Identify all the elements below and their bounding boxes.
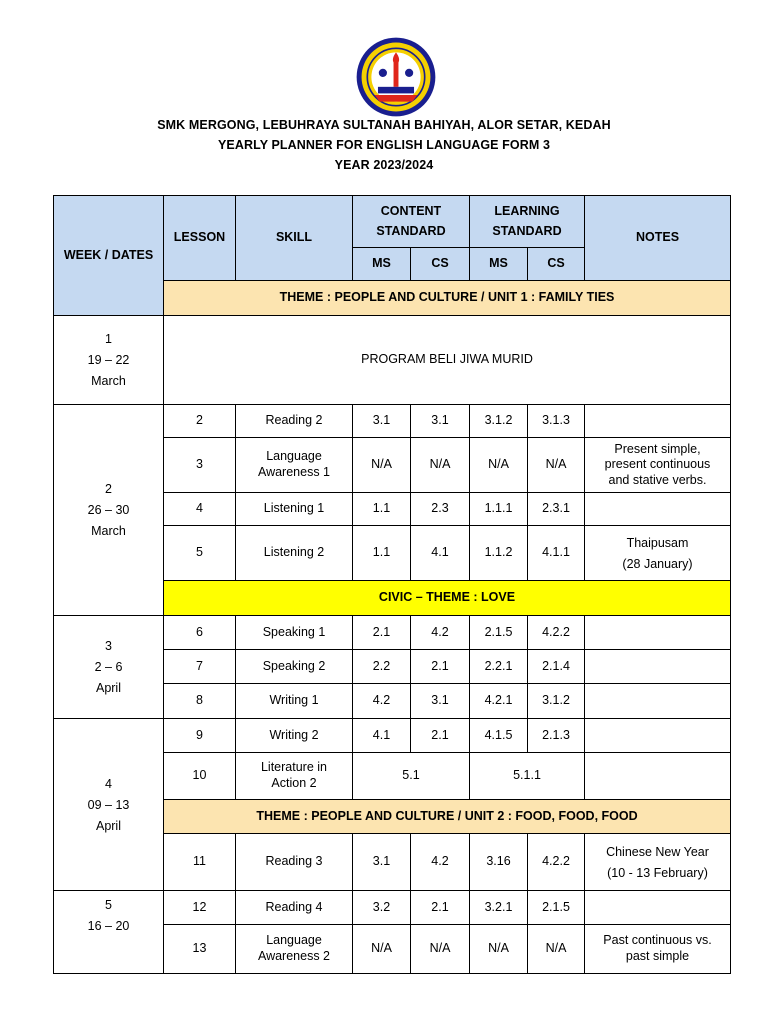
year-heading: YEAR 2023/2024 [334, 158, 434, 172]
lesson-number: 10 [164, 753, 236, 800]
learning-ms-cell: N/A [470, 438, 528, 493]
content-ms-cell: 2.1 [353, 616, 411, 650]
learning-ms-cell: 4.2.1 [470, 684, 528, 719]
content-ms-cell: N/A [353, 438, 411, 493]
lesson-number: 13 [164, 925, 236, 974]
notes-cell: Chinese New Year (10 - 13 February) [585, 834, 731, 891]
lesson-number: 4 [164, 493, 236, 526]
content-ms-cell: 4.2 [353, 684, 411, 719]
planner-title-heading: YEARLY PLANNER FOR ENGLISH LANGUAGE FORM 3 [217, 138, 550, 152]
skill-cell: Reading 3 [236, 834, 353, 891]
skill-cell: Literature in Action 2 [236, 753, 353, 800]
week2-cell: 2 26 – 30 March [54, 405, 164, 616]
learning-ms-cell: 3.2.1 [470, 891, 528, 925]
skill-cell: Reading 2 [236, 405, 353, 438]
learning-cs-cell: 2.1.3 [528, 719, 585, 753]
notes-cell [585, 719, 731, 753]
skill-cell: Listening 2 [236, 526, 353, 581]
notes-cell [585, 891, 731, 925]
content-ms-cell: 3.1 [353, 405, 411, 438]
learning-ms-cell: 4.1.5 [470, 719, 528, 753]
learning-cs-cell: 4.2.2 [528, 834, 585, 891]
table-header-row [54, 196, 731, 248]
learning-ms-cell: 1.1.2 [470, 526, 528, 581]
table-row [54, 316, 731, 405]
lesson-number: 7 [164, 650, 236, 684]
notes-cell [585, 493, 731, 526]
content-cs-cell: 3.1 [411, 684, 470, 719]
learning-cs-cell: 4.2.2 [528, 616, 585, 650]
skill-cell: Writing 1 [236, 684, 353, 719]
content-cs-cell: 4.1 [411, 526, 470, 581]
table-row [54, 616, 731, 650]
content-ms-cell: 3.1 [353, 834, 411, 891]
lesson-number: 8 [164, 684, 236, 719]
content-ms-cell: 4.1 [353, 719, 411, 753]
skill-cell: Writing 2 [236, 719, 353, 753]
school-name-heading: SMK MERGONG, LEBUHRAYA SULTANAH BAHIYAH, ALOR SETAR, KEDAH [157, 118, 611, 132]
notes-cell: Past continuous vs. past simple [585, 925, 731, 974]
content-cs-cell: N/A [411, 925, 470, 974]
civic-theme-banner: CIVIC – THEME : LOVE [164, 581, 731, 616]
content-cs-cell: N/A [411, 438, 470, 493]
notes-cell [585, 405, 731, 438]
header-content-cs: CS [411, 248, 470, 281]
content-cs-cell: 2.1 [411, 891, 470, 925]
learning-cs-cell: 4.1.1 [528, 526, 585, 581]
week1-cell: 1 19 – 22 March [54, 316, 164, 405]
skill-cell: Listening 1 [236, 493, 353, 526]
content-ms-cell: N/A [353, 925, 411, 974]
content-standard-merged-cell: 5.1 [353, 753, 470, 800]
notes-cell [585, 616, 731, 650]
notes-cell [585, 650, 731, 684]
content-ms-cell: 3.2 [353, 891, 411, 925]
learning-ms-cell: 2.1.5 [470, 616, 528, 650]
program-cell: PROGRAM BELI JIWA MURID [164, 316, 731, 405]
notes-cell [585, 684, 731, 719]
school-crest-icon [355, 36, 437, 118]
lesson-number: 5 [164, 526, 236, 581]
content-cs-cell: 3.1 [411, 405, 470, 438]
learning-standard-merged-cell: 5.1.1 [470, 753, 585, 800]
learning-cs-cell: 3.1.2 [528, 684, 585, 719]
notes-cell [585, 753, 731, 800]
skill-cell: Speaking 1 [236, 616, 353, 650]
lesson-number: 6 [164, 616, 236, 650]
header-notes: NOTES [585, 196, 731, 281]
notes-cell: Present simple, present continuous and stative verbs. [585, 438, 731, 493]
learning-cs-cell: 2.3.1 [528, 493, 585, 526]
header-learning-standard: LEARNING STANDARD [470, 196, 585, 248]
table-row [54, 719, 731, 753]
lesson-number: 3 [164, 438, 236, 493]
skill-cell: Reading 4 [236, 891, 353, 925]
table-row [54, 891, 731, 925]
theme-unit2-banner: THEME : PEOPLE AND CULTURE / UNIT 2 : FOOD, FOOD, FOOD [164, 800, 731, 834]
lesson-number: 11 [164, 834, 236, 891]
content-cs-cell: 4.2 [411, 616, 470, 650]
learning-cs-cell: 2.1.5 [528, 891, 585, 925]
theme-unit1-banner: THEME : PEOPLE AND CULTURE / UNIT 1 : FAMILY TIES [164, 281, 731, 316]
yearly-planner-table [53, 195, 731, 974]
lesson-number: 2 [164, 405, 236, 438]
content-ms-cell: 1.1 [353, 493, 411, 526]
lesson-number: 12 [164, 891, 236, 925]
table-row [54, 405, 731, 438]
skill-cell: Language Awareness 1 [236, 438, 353, 493]
learning-ms-cell: 1.1.1 [470, 493, 528, 526]
learning-cs-cell: 3.1.3 [528, 405, 585, 438]
header-week-dates: WEEK / DATES [54, 196, 164, 316]
header-learning-cs: CS [528, 248, 585, 281]
week3-cell: 3 2 – 6 April [54, 616, 164, 719]
header-lesson: LESSON [164, 196, 236, 281]
learning-ms-cell: N/A [470, 925, 528, 974]
learning-ms-cell: 3.16 [470, 834, 528, 891]
content-cs-cell: 4.2 [411, 834, 470, 891]
learning-ms-cell: 2.2.1 [470, 650, 528, 684]
skill-cell: Speaking 2 [236, 650, 353, 684]
header-skill: SKILL [236, 196, 353, 281]
content-cs-cell: 2.1 [411, 650, 470, 684]
header-content-ms: MS [353, 248, 411, 281]
week5-cell: 5 16 – 20 [54, 891, 164, 974]
lesson-number: 9 [164, 719, 236, 753]
skill-cell: Language Awareness 2 [236, 925, 353, 974]
week4-cell: 4 09 – 13 April [54, 719, 164, 891]
learning-ms-cell: 3.1.2 [470, 405, 528, 438]
learning-cs-cell: 2.1.4 [528, 650, 585, 684]
content-cs-cell: 2.3 [411, 493, 470, 526]
content-cs-cell: 2.1 [411, 719, 470, 753]
content-ms-cell: 2.2 [353, 650, 411, 684]
notes-cell: Thaipusam (28 January) [585, 526, 731, 581]
header-learning-ms: MS [470, 248, 528, 281]
learning-cs-cell: N/A [528, 925, 585, 974]
header-content-standard: CONTENT STANDARD [353, 196, 470, 248]
learning-cs-cell: N/A [528, 438, 585, 493]
content-ms-cell: 1.1 [353, 526, 411, 581]
